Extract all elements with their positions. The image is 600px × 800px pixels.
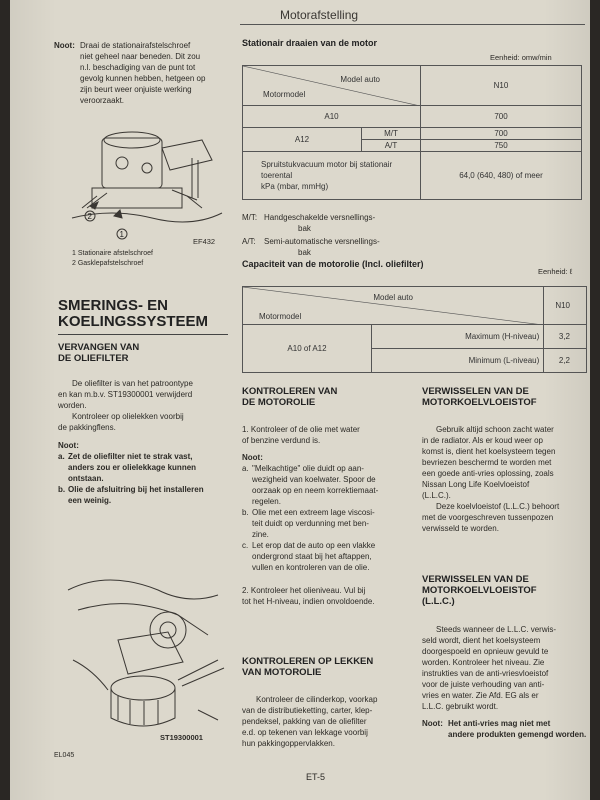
mid-noot-label: Noot: bbox=[242, 453, 263, 462]
idle-mt-label: M/T bbox=[362, 128, 421, 140]
oil-figure-tool: ST19300001 bbox=[160, 733, 203, 742]
top-note-line: zijn beurt weer onjuiste werking bbox=[80, 85, 192, 94]
abbr-code: A/T: bbox=[242, 237, 256, 246]
mid-heading-line: DE MOTOROLIE bbox=[242, 397, 316, 408]
note-line: wezigheid van koelwater. Spoor de bbox=[252, 475, 376, 484]
right-para-line: voor de juiste verhouding van anti- bbox=[422, 680, 545, 689]
right-body-1 bbox=[422, 424, 587, 534]
oil-max-value: 3,2 bbox=[544, 325, 587, 349]
abbr-line: Semi-automatische versnellings- bbox=[264, 237, 380, 246]
right-para-line: Steeds wanneer de L.L.C. verwis- bbox=[436, 625, 557, 634]
figure-caption: 2 Gasklepafstelschroef bbox=[72, 260, 144, 267]
right-para-line: doorgespoeld en opnieuw gevuld te bbox=[422, 647, 549, 656]
top-note-line: veroorzaakt. bbox=[80, 96, 125, 105]
right-para-line: instrukties van de anti-vriesvloeistof bbox=[422, 669, 549, 678]
note-line: ontstaan. bbox=[68, 474, 104, 483]
oil-min-label: Minimum (L-niveau) bbox=[372, 349, 544, 373]
right-para-line: een goede anti-vries oplossing, zoals bbox=[422, 469, 554, 478]
oil-min-value: 2,2 bbox=[544, 349, 587, 373]
note-line: zine. bbox=[252, 530, 269, 539]
figure-code: EF432 bbox=[193, 237, 216, 246]
figure-callout-1: 1 bbox=[119, 230, 124, 239]
note-line: "Melkachtige" olie duidt op aan- bbox=[252, 464, 364, 473]
note-letter: c. bbox=[242, 541, 249, 550]
top-note-line: Draai de stationairafstelschroef bbox=[80, 41, 191, 50]
top-note-label: Noot: bbox=[54, 41, 75, 50]
left-heading bbox=[58, 342, 139, 364]
left-para-line: en kan m.b.v. ST19300001 verwijderd bbox=[58, 390, 193, 399]
note-line: regelen. bbox=[252, 497, 281, 506]
left-heading-line: DE OLIEFILTER bbox=[58, 353, 129, 364]
idle-table-unit: Eenheid: omw/min bbox=[490, 53, 552, 62]
idle-table-title: Stationair draaien van de motor bbox=[242, 38, 378, 48]
big-heading-rule bbox=[58, 334, 228, 335]
right-heading-line: VERWISSELEN VAN DE bbox=[422, 386, 529, 397]
figure-callout-2: 2 bbox=[87, 212, 92, 221]
idle-vacuum-label bbox=[243, 152, 421, 200]
abbr-code: M/T: bbox=[242, 213, 258, 222]
oil-filter-figure bbox=[58, 570, 238, 745]
oil-table-diag-cell bbox=[243, 287, 544, 325]
oil-filter-drawing bbox=[58, 570, 238, 745]
right-noot-label: Noot: bbox=[422, 719, 443, 728]
mid-heading-line: KONTROLEREN VAN bbox=[242, 386, 338, 397]
abbreviations bbox=[242, 212, 442, 258]
left-heading-line: VERVANGEN VAN bbox=[58, 342, 140, 353]
idle-model-a12: A12 bbox=[243, 128, 362, 152]
right-heading-line: (L.L.C.) bbox=[422, 596, 455, 607]
right-body-2 bbox=[422, 624, 587, 740]
left-para-line: De oliefilter is van het patroontype bbox=[72, 379, 193, 388]
note-letter: b. bbox=[58, 485, 66, 494]
oil-model: A10 of A12 bbox=[243, 325, 372, 373]
abbr-line: bak bbox=[298, 248, 311, 257]
right-para-line: Nissan Long Life Koelvloeistof bbox=[422, 480, 530, 489]
abbr-line: bak bbox=[298, 224, 311, 233]
mid-item-line: 2. Kontroleer het olieniveau. Vul bij bbox=[242, 586, 366, 595]
note-line: Olie de afsluitring bij het installeren bbox=[68, 485, 204, 494]
top-note-line: n.l. beschadiging van de punt tot bbox=[80, 63, 196, 72]
right-para-line: seld wordt, dient het koelsysteem bbox=[422, 636, 541, 645]
right-heading-2 bbox=[422, 574, 537, 607]
oil-max-label: Maximum (H-niveau) bbox=[372, 325, 544, 349]
right-para-line: (L.L.C.). bbox=[422, 491, 451, 500]
note-line: Zet de oliefilter niet te strak vast, bbox=[68, 452, 193, 461]
left-para-line: de pakkingflens. bbox=[58, 423, 116, 432]
idle-row-header: Motormodel bbox=[263, 89, 306, 99]
right-noot-line: andere produkten gemengd worden. bbox=[448, 730, 587, 739]
top-note-line: niet geheel naar beneden. Dit zou bbox=[80, 52, 201, 61]
left-body bbox=[58, 378, 236, 506]
mid-para-line: e.d. op tekenen van lekkage voorbij bbox=[242, 728, 368, 737]
big-heading-line: SMERINGS- EN bbox=[58, 297, 169, 314]
figure-captions bbox=[72, 249, 153, 269]
mid-item-line: 1. Kontroleer of de olie met water bbox=[242, 425, 360, 434]
note-line: teit duidt op verdunning met ben- bbox=[252, 519, 369, 528]
note-line: vullen en kontroleren van de olie. bbox=[252, 563, 370, 572]
mid-body-1 bbox=[242, 424, 414, 607]
mid-item-line: tot het H-niveau, indien onvoldoende. bbox=[242, 597, 375, 606]
right-para-line: in de radiator. Als er koud weer op bbox=[422, 436, 543, 445]
left-para-line: worden. bbox=[58, 401, 87, 410]
right-para-line: Gebruik altijd schoon zacht water bbox=[436, 425, 554, 434]
right-para-line: L.L.C. gebruikt wordt. bbox=[422, 702, 499, 711]
idle-col-header: Model auto bbox=[340, 74, 380, 84]
oil-table bbox=[242, 286, 587, 373]
mid-para-line: van de distributieketting, carter, klep- bbox=[242, 706, 373, 715]
mid-para-line: hun pakkingoppervlakken. bbox=[242, 739, 335, 748]
right-para-line: worden. Kontroleer het niveau. Zie bbox=[422, 658, 545, 667]
right-para-line: met de voorgeschreven tussenpozen bbox=[422, 513, 554, 522]
idle-n10-header: N10 bbox=[421, 66, 582, 106]
oil-n10-header: N10 bbox=[544, 287, 587, 325]
right-heading-line: VERWISSELEN VAN DE bbox=[422, 574, 529, 585]
mid-para-line: Kontroleer de cilinderkop, voorkap bbox=[256, 695, 378, 704]
note-letter: a. bbox=[242, 464, 249, 473]
idle-table bbox=[242, 65, 582, 200]
right-heading-1 bbox=[422, 386, 537, 408]
right-para-line: vries en water. Zie Afd. EG als er bbox=[422, 691, 539, 700]
idle-model-a10: A10 bbox=[243, 106, 421, 128]
oil-row-header: Motormodel bbox=[259, 311, 302, 321]
right-para-line: bevriezen beschermd te worden met bbox=[422, 458, 552, 467]
header-rule bbox=[240, 24, 585, 25]
idle-value-a10: 700 bbox=[421, 106, 582, 128]
oil-col-header: Model auto bbox=[373, 292, 413, 302]
right-heading-line: MOTORKOELVLOEISTOF bbox=[422, 397, 537, 408]
idle-table-diag-cell bbox=[243, 66, 421, 106]
mid-heading-2 bbox=[242, 656, 373, 678]
abbr-line: Handgeschakelde versnellings- bbox=[264, 213, 376, 222]
right-noot-line: Het anti-vries mag niet met bbox=[448, 719, 551, 728]
vacuum-line: toerental bbox=[261, 171, 293, 180]
top-note-line: gevolg kunnen hebben, hetgeen op bbox=[80, 74, 206, 83]
note-line: anders zou er olielekkage kunnen bbox=[68, 463, 197, 472]
page-number: ET-5 bbox=[306, 772, 326, 782]
vacuum-line: kPa (mbar, mmHg) bbox=[261, 182, 329, 191]
left-noot-label: Noot: bbox=[58, 441, 79, 450]
mid-heading-line: KONTROLEREN OP LEKKEN bbox=[242, 656, 374, 667]
big-section-heading bbox=[58, 298, 208, 330]
vacuum-line: Spruitstukvacuum motor bij stationair bbox=[261, 160, 393, 169]
right-para-line: komst is, dient het koelsysteem tegen bbox=[422, 447, 556, 456]
mid-para-line: pendeksel, pakking van de oliefilter bbox=[242, 717, 367, 726]
note-letter: a. bbox=[58, 452, 65, 461]
idle-at-value: 750 bbox=[421, 140, 582, 152]
left-para-line: Kontroleer op olielekken voorbij bbox=[72, 412, 184, 421]
oil-table-title: Capaciteit van de motorolie (Incl. oliefilter) bbox=[242, 259, 424, 269]
top-note bbox=[54, 40, 229, 106]
idle-mt-value: 700 bbox=[421, 128, 582, 140]
mid-body-2 bbox=[242, 694, 417, 749]
right-para-line: Deze koelvloeistof (L.L.C.) behoort bbox=[436, 502, 560, 511]
note-line: oorzaak op en neem korrektiemaat- bbox=[252, 486, 379, 495]
note-line: een weinig. bbox=[68, 496, 112, 505]
oil-figure-code: EL045 bbox=[54, 752, 75, 759]
page-header-title: Motorafstelling bbox=[280, 8, 359, 22]
mid-item-line: of benzine verdund is. bbox=[242, 436, 321, 445]
carburetor-figure bbox=[62, 118, 232, 246]
note-line: Olie met een extreem lage viscosi- bbox=[252, 508, 375, 517]
carburetor-drawing bbox=[62, 118, 232, 246]
big-heading-line: KOELINGSSYSTEEM bbox=[58, 313, 209, 330]
note-line: ondergrond staat bij het aftappen, bbox=[252, 552, 372, 561]
idle-at-label: A/T bbox=[362, 140, 421, 152]
note-line: Let erop dat de auto op een vlakke bbox=[252, 541, 376, 550]
figure-caption: 1 Stationaire afstelschroef bbox=[72, 250, 153, 257]
right-heading-line: MOTORKOELVLOEISTOF bbox=[422, 585, 537, 596]
mid-heading-1 bbox=[242, 386, 337, 408]
note-letter: b. bbox=[242, 508, 249, 517]
right-para-line: verwisseld te worden. bbox=[422, 524, 499, 533]
mid-heading-line: VAN MOTOROLIE bbox=[242, 667, 322, 678]
idle-vacuum-value: 64,0 (640, 480) of meer bbox=[421, 152, 582, 200]
oil-table-unit: Eenheid: ℓ bbox=[538, 267, 573, 276]
manual-page bbox=[10, 0, 590, 800]
